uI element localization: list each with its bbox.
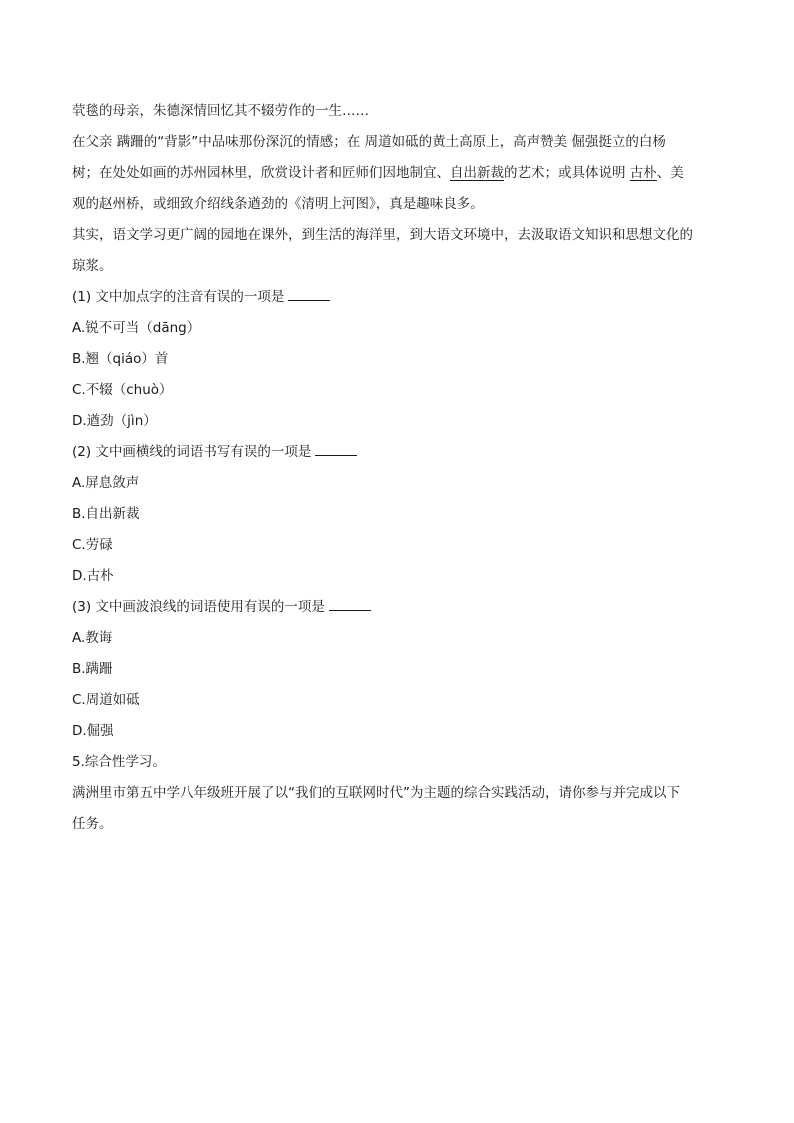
wavy-word-juejiang: 倔强 [571, 134, 599, 150]
underlined-word-zichuxincai: 自出新裁 [450, 165, 504, 181]
question-1-option-a: A.锐不可当（dāng） [72, 320, 201, 336]
question-3-stem [72, 592, 722, 623]
question-2-option-a: A.屏息敛声 [72, 475, 140, 491]
underlined-word-gupu: 古朴 [629, 165, 657, 181]
question-2-option-b: B.自出新裁 [72, 506, 140, 522]
question-3-option-c: C.周道如砥 [72, 692, 140, 708]
passage-line-5: 其实，语文学习更广阔的园地在课外，到生活的海洋里，到大语文环境中，去汲取语文知识和思想文化的 [72, 227, 693, 243]
text-segment: 在父亲 [72, 134, 117, 150]
passage-line-6: 琼浆。 [72, 258, 113, 274]
answer-blank[interactable] [315, 441, 357, 456]
question-stem-text: (3) 文中画波浪线的词语使用有误的一项是 [72, 599, 325, 615]
text-segment: 、美 [656, 165, 684, 181]
question-1-option-d: D.遒劲（jìn） [72, 413, 157, 429]
section-5-line-1: 满洲里市第五中学八年级班开展了以“我们的互联网时代”为主题的综合实践活动，请你参与并完成以下 [72, 785, 680, 801]
text-segment: 的“背影”中品味那份深沉的情感；在 [143, 134, 365, 150]
document-page [72, 96, 722, 840]
question-stem-text: (1) 文中加点字的注音有误的一项是 [72, 289, 285, 305]
section-5-line-2: 任务。 [72, 816, 113, 832]
question-2-option-d: D.古朴 [72, 568, 114, 584]
question-1-option-b: B.翘（qiáo）首 [72, 351, 169, 367]
answer-blank[interactable] [288, 286, 330, 301]
question-1-stem [72, 282, 722, 313]
passage-line-2 [72, 127, 722, 158]
wavy-word-zhoudaorudi: 周道如砥 [364, 134, 419, 150]
section-5-title: 5.综合性学习。 [72, 754, 166, 770]
question-3-option-b: B.蹒跚 [72, 661, 113, 677]
text-segment: 挺立的白杨 [598, 134, 666, 150]
passage-line-4: 观的赵州桥，或细致介绍线条遒劲的《清明上河图》，真是趣味良多。 [72, 196, 484, 212]
question-1-option-c: C.不辍（chuò） [72, 382, 173, 398]
question-3-option-d: D.倔强 [72, 723, 114, 739]
wavy-word-pantshan: 蹒跚 [116, 134, 144, 150]
question-2-stem [72, 437, 722, 468]
text-segment: 的黄土高原上，高声赞美 [418, 134, 572, 150]
answer-blank[interactable] [329, 596, 371, 611]
question-2-option-c: C.劳碌 [72, 537, 113, 553]
text-segment: 的艺术；或具体说明 [504, 165, 630, 181]
passage-line-3 [72, 158, 722, 189]
question-3-option-a: A.教诲 [72, 630, 113, 646]
text-segment: 树；在处处如画的苏州园林里，欣赏设计者和匠师们因地制宜、 [72, 165, 450, 181]
passage-line-1: 茕毯的母亲，朱德深情回忆其不辍劳作的一生…… [72, 103, 369, 119]
question-stem-text: (2) 文中画横线的词语书写有误的一项是 [72, 444, 312, 460]
